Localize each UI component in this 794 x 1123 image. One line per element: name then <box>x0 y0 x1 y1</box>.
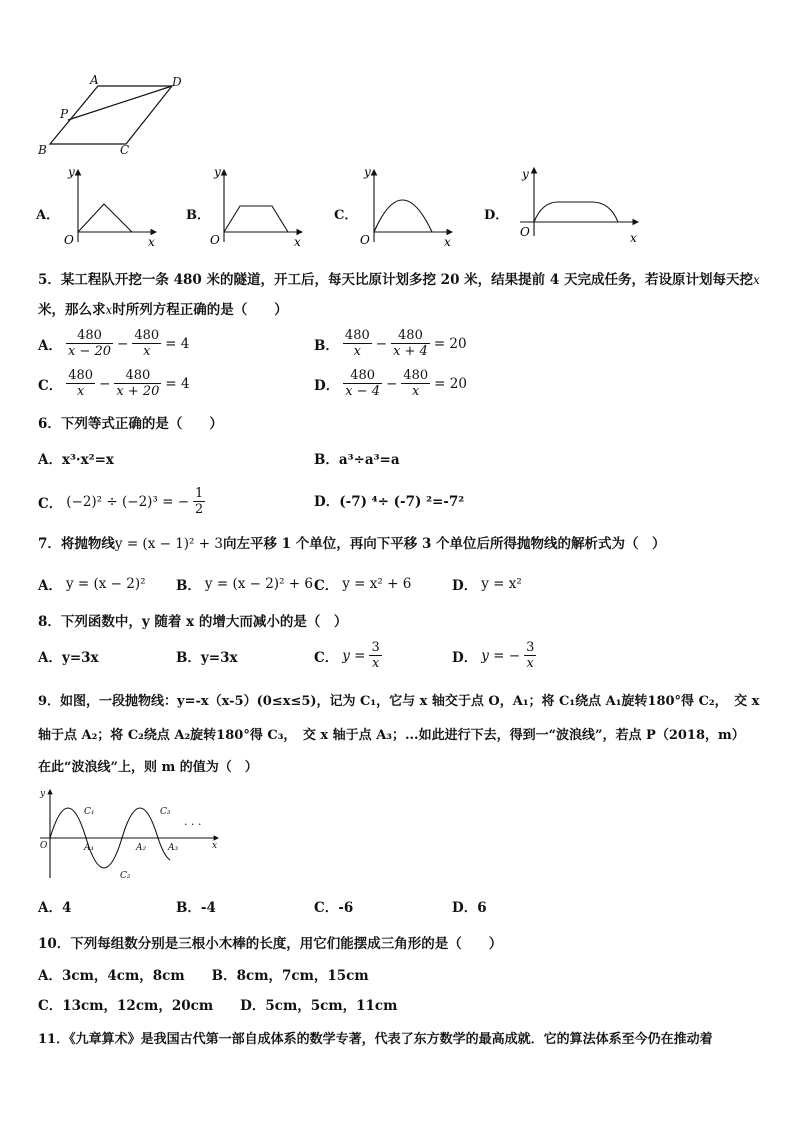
q4-graph-d <box>514 164 644 250</box>
q10-options-row1[interactable]: A．3cm，4cm，8cm B．8cm，7cm，15cm <box>38 968 369 984</box>
q4-c-o: O <box>360 233 370 247</box>
label-b: B <box>38 143 47 157</box>
q6-c-n: 1 <box>195 486 204 501</box>
q5-d-frac1 <box>343 368 382 399</box>
q9-a2: A₂ <box>136 843 147 853</box>
q5-b-n1: 480 <box>344 328 370 343</box>
q4-a-x: x <box>148 235 155 249</box>
q5-b-n2: 480 <box>391 328 430 344</box>
q7-a-label: A． <box>38 578 62 594</box>
q8-c-d: x <box>371 656 380 671</box>
q6-c-frac <box>193 486 205 517</box>
q5-d-d2: x <box>412 384 420 399</box>
q8-option-d[interactable] <box>452 640 536 671</box>
q6-c-expr: (−2)² ÷ (−2)³ = − <box>66 493 190 510</box>
q5-b-d1: x <box>353 344 361 359</box>
q7-option-a[interactable] <box>38 574 146 594</box>
q7-b-label: B． <box>176 578 201 594</box>
q4-d-x: x <box>630 231 637 245</box>
q7-option-b[interactable] <box>176 574 313 594</box>
q9-wave-figure <box>36 786 226 886</box>
q8-d-label: D． <box>452 649 478 666</box>
q5-stem-line2 <box>38 300 288 320</box>
q8-c-lhs: y = <box>342 647 366 664</box>
q8-c-n: 3 <box>371 640 380 655</box>
q5-c-d2: x + 20 <box>116 384 160 399</box>
q9-line2: 轴于点 A₂；将 C₂绕点 A₂旋转180°得 C₃， 交 x 轴于点 A₃；...如此进行下去，得到一“波浪线”，若点 P（2018，m） <box>38 728 745 743</box>
q9-option-b[interactable]: B．-4 <box>176 900 216 916</box>
q8-c-frac <box>369 640 381 671</box>
q9-x: x <box>212 841 218 851</box>
q5-b-frac2 <box>391 328 430 359</box>
q4-graph-c <box>354 164 458 250</box>
q9-line1: 9．如图，一段抛物线：y=-x（x-5）(0≤x≤5)，记为 C₁，它与 x 轴交于点 O，A₁；将 C₁绕点 A₁旋转180°得 C₂， 交 x <box>38 694 760 709</box>
q5-d-rhs: = 20 <box>434 375 467 392</box>
q7-c-expr: y = x² + 6 <box>342 576 412 592</box>
q9-c1: C₁ <box>84 807 95 817</box>
q4-d-y: y <box>522 167 529 181</box>
q4-option-d-label: D． <box>484 208 509 223</box>
q9-option-d[interactable]: D．6 <box>452 900 487 916</box>
q4-graph-a <box>58 164 162 250</box>
q5-c-n2: 480 <box>114 368 161 384</box>
q5-b-label: B． <box>314 337 339 354</box>
q5-option-d[interactable]: D． $\frac{480}{x - 4}$ − $\frac{480}{x}$ = 20 <box>314 368 467 399</box>
q11-line1: 11．《九章算术》是我国古代第一部自成体系的数学专著，代表了东方数学的最高成就．它的算法体系至今仍在推动着 <box>38 1032 713 1047</box>
q6-option-a[interactable]: A．x³·x²=x <box>38 452 114 468</box>
q8-stem: 8．下列函数中，y 随着 x 的增大而减小的是（ ） <box>38 614 348 630</box>
curve-c1 <box>50 808 86 838</box>
q7-d-expr: y = x² <box>481 576 522 592</box>
q5-line2b: 时所列方程正确的是（ ） <box>112 302 288 318</box>
label-p: P <box>60 107 69 121</box>
q8-c-label: C． <box>314 649 339 666</box>
q9-c2: C₂ <box>120 871 131 881</box>
q4-graph-b <box>204 164 308 250</box>
q5-var-x-2: x <box>105 303 113 317</box>
q9-dots: · · · <box>184 818 202 831</box>
q6-stem: 6．下列等式正确的是（ ） <box>38 416 223 432</box>
q7-c-label: C． <box>314 578 339 594</box>
q5-d-n1: 480 <box>343 368 382 384</box>
q6-option-d[interactable]: D．(-7) ⁴÷ (-7) ²=-7² <box>314 494 465 510</box>
q6-option-c[interactable] <box>38 486 205 517</box>
q7-stem-b: 向左平移 1 个单位，再向下平移 3 个单位后所得抛物线的解析式为（ ） <box>222 536 666 552</box>
q9-a3: A₃ <box>168 843 179 853</box>
q5-a-n1: 480 <box>66 328 113 344</box>
q5-a-d2: x <box>143 344 151 359</box>
q7-option-d[interactable] <box>452 574 522 594</box>
curve-c3 <box>122 808 158 838</box>
q4-parallelogram-figure <box>30 72 190 160</box>
q5-c-rhs: = 4 <box>165 375 190 392</box>
q4-b-o: O <box>210 233 220 247</box>
parallelogram-shape <box>50 86 172 144</box>
q5-b-rhs: = 20 <box>433 335 467 352</box>
q4-c-y: y <box>364 165 371 179</box>
q4-b-y: y <box>214 165 221 179</box>
q4-option-a-label: A． <box>36 208 60 223</box>
q8-d-d: x <box>526 656 534 671</box>
q7-stem-a: 7．将抛物线 <box>38 536 115 552</box>
q5-line1-text: 5．某工程队开挖一条 480 米的隧道，开工后，每天比原计划多挖 20 米，结果提前 4 天完成任务，若设原计划每天挖 <box>38 272 753 288</box>
q5-option-a[interactable]: A． $\frac{480}{x - 20}$ − $\frac{480}{x}$ = 4 <box>38 328 190 359</box>
q5-c-d1: x <box>76 384 85 399</box>
q7-d-label: D． <box>452 578 478 594</box>
q5-c-frac1 <box>66 368 95 399</box>
q5-a-label: A． <box>38 337 62 354</box>
q5-a-frac2 <box>132 328 161 359</box>
label-a: A <box>90 73 99 87</box>
q5-b-frac1 <box>343 328 372 359</box>
q8-d-lhs: y = − <box>481 647 521 664</box>
q5-b-d2: x + 4 <box>393 344 428 359</box>
q5-a-frac1 <box>66 328 113 359</box>
q5-d-label: D． <box>314 377 340 394</box>
q8-option-b[interactable]: B．y=3x <box>176 650 238 666</box>
q10-options-row2[interactable]: C．13cm，12cm，20cm D．5cm，5cm，11cm <box>38 998 398 1014</box>
q5-a-n2: 480 <box>134 328 160 343</box>
q7-a-expr: y = (x − 2)² <box>65 576 146 592</box>
q5-c-frac2 <box>114 368 161 399</box>
q9-o: O <box>40 841 48 851</box>
q5-d-n2: 480 <box>403 368 429 383</box>
q9-option-a[interactable]: A．4 <box>38 900 72 916</box>
q9-line3: 在此“波浪线”上，则 m 的值为（ ） <box>38 760 258 775</box>
q4-option-c-label: C． <box>334 208 358 223</box>
q8-d-n: 3 <box>526 640 535 655</box>
q9-a1: A₁ <box>84 843 95 853</box>
q7-stem-expr: y = (x − 1)² + 3 <box>114 536 223 552</box>
q5-stem-line1 <box>38 270 760 290</box>
q7-stem <box>38 534 666 554</box>
q6-c-label: C． <box>38 495 63 512</box>
q8-d-frac <box>524 640 536 671</box>
q5-var-x: x <box>752 273 760 287</box>
label-c: C <box>120 143 130 157</box>
q5-option-b[interactable]: B． $\frac{480}{x}$ − $\frac{480}{x + 4}$ = 20 <box>314 328 467 359</box>
q5-a-rhs: = 4 <box>165 335 190 352</box>
q5-line2a: 米，那么求 <box>38 302 106 318</box>
q5-c-label: C． <box>38 377 63 394</box>
q7-b-expr: y = (x − 2)² + 6 <box>204 576 313 592</box>
q4-d-o: O <box>520 225 530 239</box>
q10-stem: 10．下列每组数分别是三根小木棒的长度，用它们能摆成三角形的是（ ） <box>38 936 503 952</box>
q6-c-d: 2 <box>195 502 204 517</box>
q5-d-d1: x − 4 <box>345 384 380 399</box>
q9-c3: C₃ <box>160 807 171 817</box>
q8-option-c[interactable] <box>314 640 382 671</box>
q5-d-frac2 <box>401 368 430 399</box>
q4-b-x: x <box>294 235 301 249</box>
q9-option-c[interactable]: C．-6 <box>314 900 354 916</box>
q7-option-c[interactable] <box>314 574 411 594</box>
q4-a-o: O <box>64 233 74 247</box>
q5-option-c[interactable]: C． $\frac{480}{x}$ − $\frac{480}{x + 20}$ = 4 <box>38 368 190 399</box>
label-d: D <box>172 75 182 89</box>
q8-option-a[interactable]: A．y=3x <box>38 650 99 666</box>
q4-c-x: x <box>444 235 451 249</box>
q6-option-b[interactable]: B．a³÷a³=a <box>314 452 400 468</box>
q5-a-d1: x − 20 <box>67 344 112 359</box>
q4-a-y: y <box>68 165 75 179</box>
q5-c-n1: 480 <box>68 368 94 383</box>
q9-y: y <box>40 789 46 799</box>
q4-option-b-label: B． <box>186 208 210 223</box>
